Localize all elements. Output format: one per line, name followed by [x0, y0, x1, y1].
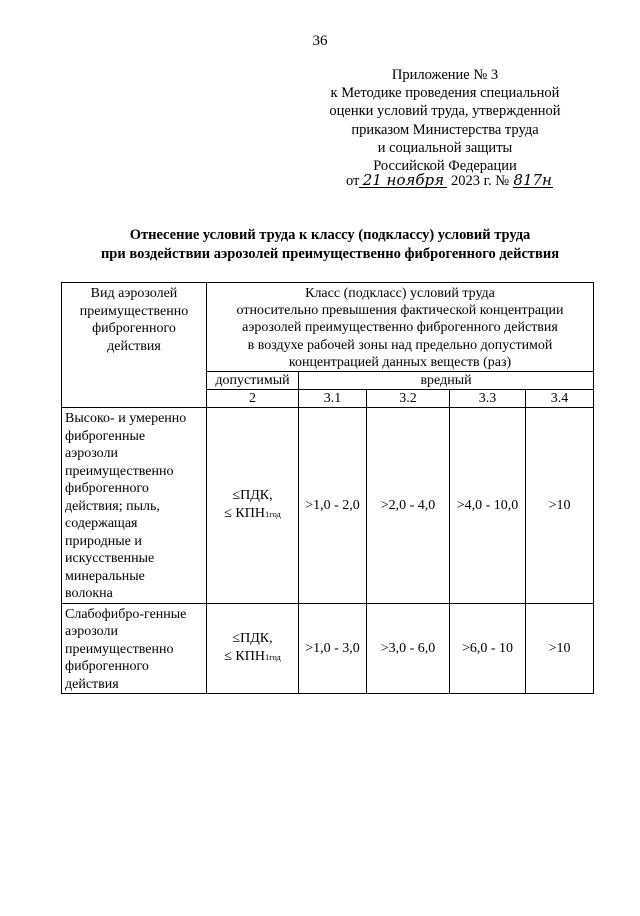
row-name-line: волокна: [65, 586, 113, 602]
pdk-limit: ≤ПДК,: [232, 488, 273, 504]
class-3-3-cell: >4,0 - 10,0: [450, 408, 526, 604]
title-line-1: Отнесение условий труда к классу (подклассу) условий труда: [129, 227, 531, 243]
class-3-2-header: 3.2: [367, 390, 450, 408]
row-name-line: действия: [65, 676, 119, 692]
header-line: аэрозолей преимущественно фиброгенного действия: [242, 320, 558, 336]
row-name-line: искусственные: [65, 551, 155, 567]
header-line: действия: [107, 338, 161, 354]
class-2-cell: [207, 603, 299, 694]
class-3-4-cell: >10: [526, 603, 594, 694]
handwritten-order-number: 817н: [513, 171, 552, 189]
row-name-line: фиброгенные: [65, 428, 146, 444]
row-name-line: фиброгенного: [65, 659, 149, 675]
row-name-line: аэрозоли: [65, 624, 118, 640]
appendix-line: и социальной защиты: [377, 139, 513, 156]
harmful-header: вредный: [299, 372, 594, 390]
kpn-limit: [207, 505, 298, 524]
kpn-text: ≤ КПН: [224, 648, 265, 664]
row-name-line: минеральные: [65, 568, 145, 584]
order-year: 2023 г. №: [451, 173, 510, 189]
row-name-line: действия; пыль,: [65, 498, 160, 514]
kpn-subscript: 1год: [264, 508, 281, 519]
header-line: в воздухе рабочей зоны над предельно допустимой: [247, 337, 553, 353]
appendix-line: Приложение № 3: [391, 67, 499, 83]
row-name-line: Слабофибро-генные: [65, 606, 187, 622]
page-number: 36: [312, 33, 328, 49]
row-name-line: содержащая: [65, 516, 138, 532]
kpn-limit: [207, 648, 298, 667]
class-3-2-cell: >3,0 - 6,0: [367, 603, 450, 694]
handwritten-date: 21 ноября: [359, 173, 447, 188]
class-3-2-cell: >2,0 - 4,0: [367, 408, 450, 604]
row-name-line: аэрозоли: [65, 446, 118, 462]
date-prefix: от: [346, 173, 360, 189]
title-line-2: при воздействии аэрозолей преимущественно фиброгенного действия: [100, 245, 560, 262]
table-row: [62, 408, 594, 604]
header-line: преимущественно: [79, 303, 189, 319]
class-3-1-cell: >1,0 - 2,0: [299, 408, 367, 604]
header-line: фиброгенного: [92, 321, 176, 336]
aerosol-type-cell: [62, 408, 207, 604]
kpn-subscript: 1год: [264, 651, 281, 662]
class-2-header: 2: [207, 390, 299, 408]
row-name-line: преимущественно: [65, 463, 174, 479]
class-3-4-cell: >10: [526, 408, 594, 604]
class-3-4-header: 3.4: [526, 390, 594, 408]
row-name-line: фиброгенного: [65, 481, 149, 497]
appendix-block: [300, 66, 590, 175]
document-title: [40, 226, 620, 263]
class-header: [207, 283, 594, 372]
row-name-line: Высоко- и умеренно: [65, 411, 187, 427]
kpn-text: ≤ КПН: [224, 505, 265, 521]
class-3-1-cell: >1,0 - 3,0: [299, 603, 367, 694]
aerosol-type-cell: [62, 603, 207, 694]
row-name-line: природные и: [65, 533, 142, 549]
header-line: Вид аэрозолей: [90, 286, 178, 301]
order-date-line: [346, 173, 582, 190]
appendix-line: оценки условий труда, утвержденной: [329, 103, 561, 120]
permissible-header: допустимый: [207, 372, 299, 390]
class-2-cell: [207, 408, 299, 604]
header-line: Класс (подкласс) условий труда: [305, 286, 495, 301]
class-3-3-header: 3.3: [450, 390, 526, 408]
appendix-line: к Методике проведения специальной: [330, 85, 560, 102]
header-line: относительно превышения фактической концентрации: [236, 303, 564, 319]
row-name-line: преимущественно: [65, 641, 174, 657]
class-3-1-header: 3.1: [299, 390, 367, 408]
appendix-line: приказом Министерства труда: [351, 121, 539, 138]
table-row: [62, 603, 594, 694]
appendix-line: Российской Федерации: [373, 158, 517, 175]
pdk-limit: ≤ПДК,: [232, 631, 273, 647]
header-line: концентрацией данных веществ (раз): [288, 354, 512, 370]
aerosol-type-header: [62, 283, 207, 408]
classification-table: [61, 282, 594, 694]
class-3-3-cell: >6,0 - 10: [450, 603, 526, 694]
